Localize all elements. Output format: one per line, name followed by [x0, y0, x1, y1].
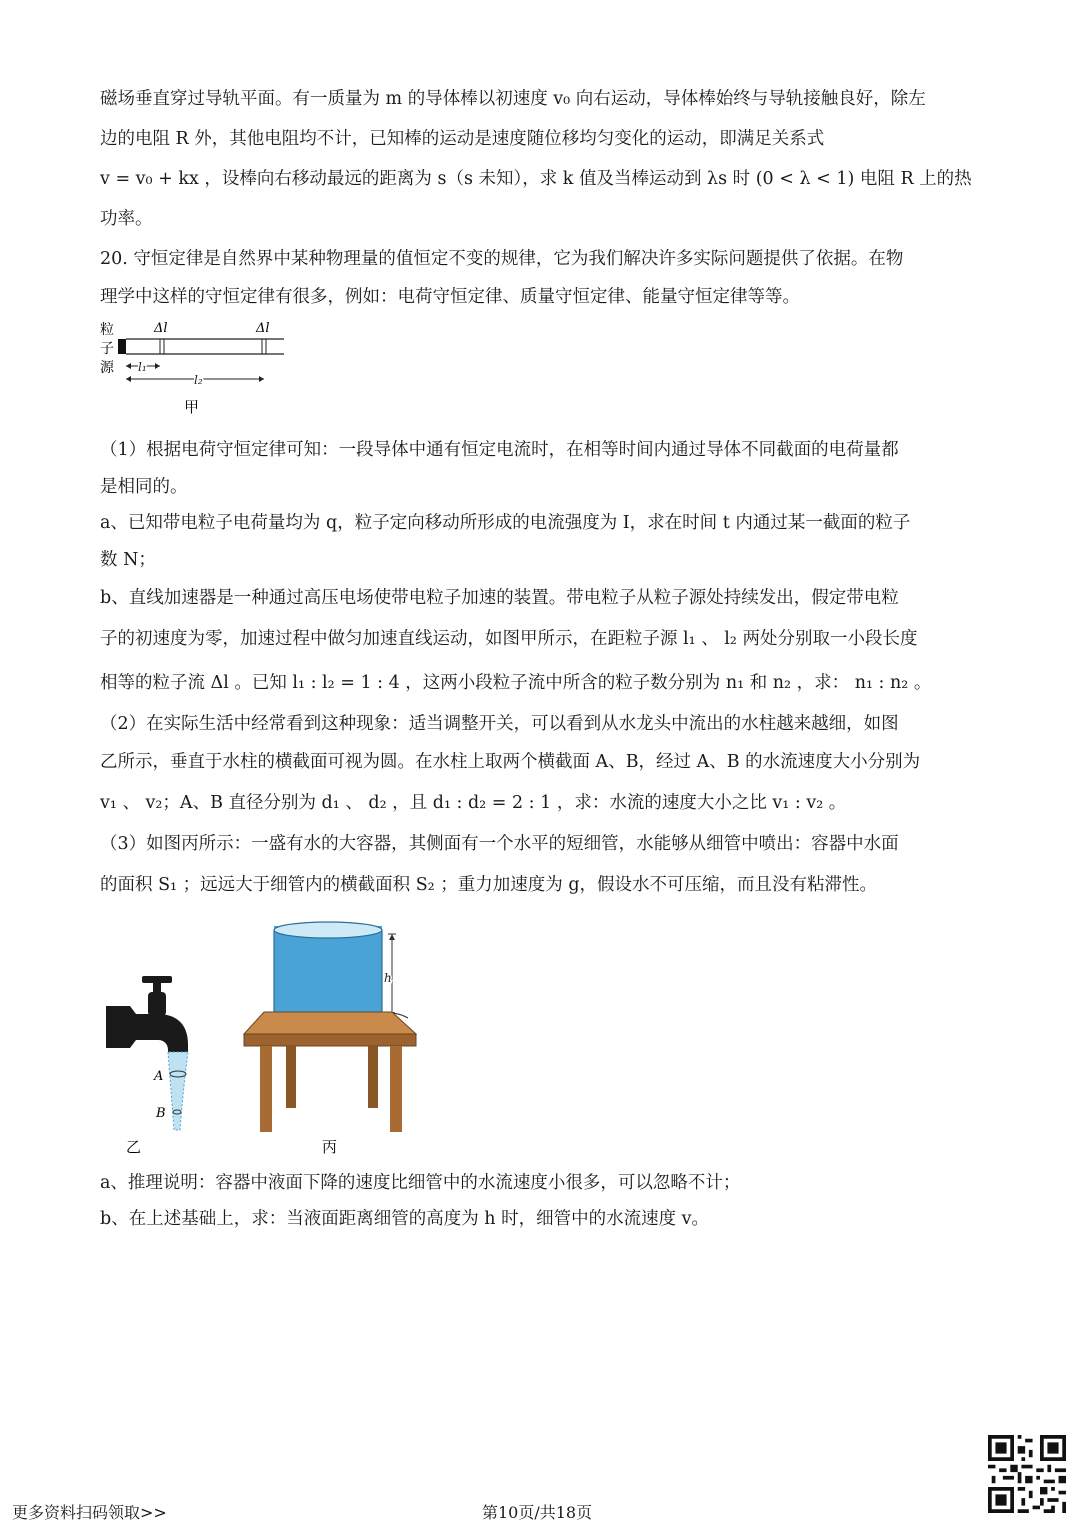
tap-handle: [142, 976, 172, 983]
part1-line-1: （1）根据电荷守恒定律可知：一段导体中通有恒定电流时，在相等时间内通过导体不同截面的电荷量都: [100, 440, 899, 460]
part1b-line-2: 子的初速度为零，加速过程中做匀加速直线运动，如图甲所示，在距粒子源 l₁ 、 l₂ 两处分别取一小段长度: [100, 629, 918, 649]
part2-line-2: 乙所示，垂直于水柱的横截面可视为圆。在水柱上取两个横截面 A、B，经过 A、B 的水流速度大小分别为: [100, 752, 921, 772]
tap-body: [106, 1006, 188, 1052]
part3a-line: a、推理说明：容器中液面下降的速度比细管中的水流速度小很多，可以忽略不计；: [100, 1173, 741, 1193]
figure-bing: [238, 912, 438, 1160]
figure-yi-caption: 乙: [126, 1138, 142, 1156]
table-leg-4: [390, 1046, 402, 1132]
page-number: 第10页/共18页: [482, 1503, 593, 1522]
part3-line-2: 的面积 S₁ ；远远大于细管内的横截面积 S₂ ；重力加速度为 g，假设水不可压缩，而且没有粘滞性。: [100, 875, 878, 895]
q20-intro-2: 理学中这样的守恒定律有很多，例如：电荷守恒定律、质量守恒定律、能量守恒定律等等。: [100, 287, 800, 307]
q19-line-2: 边的电阻 R 外，其他电阻均不计，已知棒的运动是速度随位移均匀变化的运动，即满足关系式: [100, 129, 825, 149]
q20-intro-1: 20. 守恒定律是自然界中某种物理量的值恒定不变的规律，它为我们解决许多实际问题提供了依据。在物: [100, 249, 904, 269]
q19-line-3: v = v₀ + kx ，设棒向右移动最远的距离为 s（s 未知），求 k 值及当棒运动到 λs 时 (0 < λ < 1) 电阻 R 上的热: [100, 169, 972, 189]
q19-line-1: 磁场垂直穿过导轨平面。有一质量为 m 的导体棒以初速度 v₀ 向右运动，导体棒始终与导轨接触良好，除左: [100, 89, 926, 109]
l1-label: l₁: [138, 360, 147, 374]
delta-l-label-1: Δl: [154, 321, 168, 336]
figure-yi: [96, 970, 206, 1160]
figure-jia: [96, 318, 296, 418]
source-label-3: 源: [100, 360, 114, 376]
qr-code[interactable]: [988, 1435, 1066, 1513]
label-b: B: [156, 1106, 166, 1121]
footer-more-resources[interactable]: 更多资料扫码领取>>: [12, 1503, 167, 1522]
part1b-line-3: 相等的粒子流 Δl 。已知 l₁ : l₂ = 1 : 4 ，这两小段粒子流中所含的粒子数分别为 n₁ 和 n₂ ，求： n₁ : n₂ 。: [100, 673, 932, 693]
table-edge: [244, 1034, 416, 1046]
label-h: h: [384, 971, 392, 985]
q19-line-4: 功率。: [100, 209, 153, 229]
label-a: A: [154, 1069, 164, 1084]
delta-l-label-2: Δl: [256, 321, 270, 336]
part3b-line: b、在上述基础上，求：当液面距离细管的高度为 h 时，细管中的水流速度 v。: [100, 1209, 710, 1229]
figure-jia-caption: 甲: [184, 398, 200, 416]
part1a-line-1: a、已知带电粒子电荷量均为 q，粒子定向移动所形成的电流强度为 I，求在时间 t 内通过某一截面的粒子: [100, 513, 911, 533]
table-leg-1: [260, 1046, 272, 1132]
table-leg-2: [286, 1046, 296, 1108]
particle-source: [118, 339, 126, 354]
source-label-1: 粒: [100, 322, 114, 338]
water-stream: [168, 1052, 188, 1130]
table-leg-3: [368, 1046, 378, 1108]
table-top: [244, 1012, 416, 1034]
part3-line-1: （3）如图丙所示：一盛有水的大容器，其侧面有一个水平的短细管，水能够从细管中喷出：容器中水面: [100, 834, 899, 854]
l2-label: l₂: [194, 373, 203, 387]
part2-line-3: v₁ 、 v₂；A、B 直径分别为 d₁ 、 d₂ ，且 d₁ : d₂ = 2 : 1 ，求：水流的速度大小之比 v₁ : v₂ 。: [100, 793, 847, 813]
part1a-line-2: 数 N；: [100, 550, 156, 570]
part1b-line-1: b、直线加速器是一种通过高压电场使带电粒子加速的装置。带电粒子从粒子源处持续发出，假定带电粒: [100, 588, 899, 608]
part2-line-1: （2）在实际生活中经常看到这种现象：适当调整开关，可以看到从水龙头中流出的水柱越来越细，如图: [100, 714, 899, 734]
water-surface: [274, 922, 382, 938]
figure-bing-caption: 丙: [322, 1138, 338, 1156]
part1-line-2: 是相同的。: [100, 477, 188, 497]
source-label-2: 子: [100, 341, 114, 357]
tap-valve: [148, 992, 166, 1016]
